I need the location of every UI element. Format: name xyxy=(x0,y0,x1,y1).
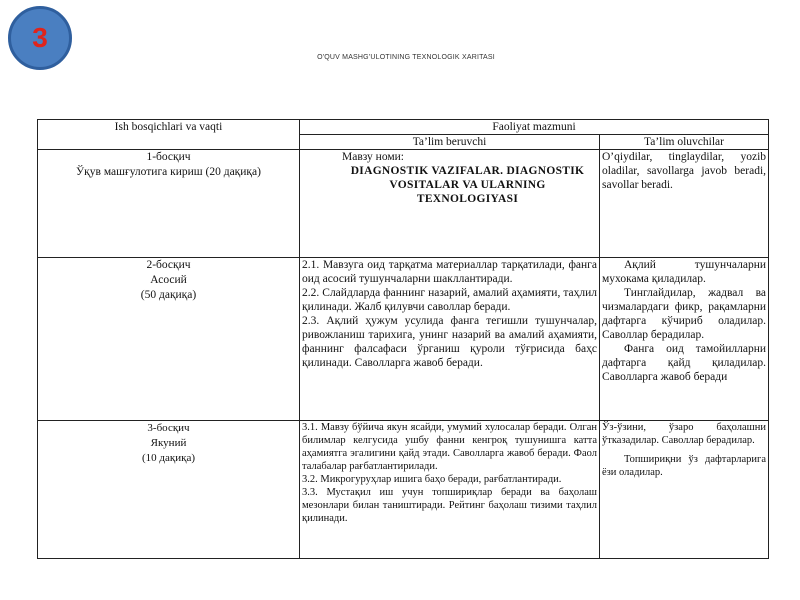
teacher-column-header: Ta’lim beruvchi xyxy=(300,135,600,150)
table-row xyxy=(38,150,769,258)
teacher-step: 3.3. Мустақил иш учун топшириқлар беради ва баҳолаш мезонлари билан таништиради. Рейтинг баҳолаш тизими таҳлил қилинади. xyxy=(302,487,597,524)
stage-name: Якуний xyxy=(150,437,187,449)
stage-cell xyxy=(38,150,300,258)
teacher-cell xyxy=(300,150,600,258)
student-activity: Ўз-ўзини, ўзаро баҳолашни ўтказадилар. Саволлар берадилар. xyxy=(602,422,767,446)
stage-number: 3-босқич xyxy=(147,422,190,434)
stage-cell xyxy=(38,421,300,559)
stage-name: Ўқув машғулотига кириш (20 дақиқа) xyxy=(76,166,261,178)
stage-column-header: Ish bosqichlari va vaqti xyxy=(38,120,300,150)
stage-name: Асосий xyxy=(150,274,187,286)
student-activity: Топшириқни ўз дафтарларига ёзи оладилар. xyxy=(602,454,767,478)
document-title: O'QUV MASHG'ULOTINING TEXNOLOGIK XARITASI xyxy=(317,54,495,61)
teacher-step: 3.1. Мавзу бўйича якун ясайди, умумий хулосалар беради. Олган билимлар келгусида ушбу фанни кенгроқ тушунишга катта аҳамиятга эгалигини қайд этади. Саволларга жавоб беради. Фаол талабалар рағбатлантирилади. xyxy=(302,422,597,472)
technology-map-table xyxy=(37,119,769,559)
topic-title: DIAGNOSTIK VAZIFALAR. DIAGNOSTIK VOSITALAR VA ULARNING TEXNOLOGIYASI xyxy=(350,165,585,205)
students-cell xyxy=(600,421,769,559)
stage-number: 2-босқич xyxy=(146,259,191,271)
teacher-step: 3.2. Микрогуруҳлар ишига баҳо беради, рағбатлантиради. xyxy=(302,474,562,485)
student-activity: Тинглайдилар, жадвал ва чизмалардаги фикр, рақамларни дафтарга кўчириб оладилар. Саволлар берадилар. xyxy=(602,287,767,341)
activity-group-header: Faoliyat mazmuni xyxy=(300,120,769,135)
students-column-header: Ta’lim oluvchilar xyxy=(600,135,769,150)
stage-cell xyxy=(38,258,300,421)
table-row xyxy=(38,421,769,559)
teacher-step: 2.1. Мавзуга оид тарқатма материаллар тарқатилади, фанга оид асосий тушунчаларни шакллантиради. xyxy=(302,259,597,285)
topic-label: Мавзу номи: xyxy=(342,151,404,163)
teacher-cell xyxy=(300,258,600,421)
teacher-cell xyxy=(300,421,600,559)
stage-number: 1-босқич xyxy=(146,151,191,163)
teacher-step: 2.3. Ақлий ҳужум усулида фанга тегишли тушунчалар, ривожланиш тарихига, унинг назарий ва амалий аҳамияти, фаннинг фалсафаси ўрганиш қуроли тўғрисида баҳс қилинади. Саволларга жавоб беради. xyxy=(302,315,597,369)
stage-time: (10 дақиқа) xyxy=(141,452,195,464)
stage-time: (50 дақиқа) xyxy=(140,289,197,301)
table-row xyxy=(38,258,769,421)
students-cell: O’qiydilar, tinglaydilar, yozib oladilar, savollarga javob beradi, savollar beradi. xyxy=(600,150,769,258)
student-activity: Фанга оид тамойилларни дафтарга қайд қиладилар. Саволларга жавоб беради xyxy=(602,343,767,383)
header-row xyxy=(38,120,769,135)
teacher-step: 2.2. Слайдларда фаннинг назарий, амалий аҳамияти, таҳлил қилинади. Жалб қилувчи саволлар беради. xyxy=(302,287,597,313)
slide-number: 3 xyxy=(32,22,48,53)
students-cell xyxy=(600,258,769,421)
student-activity: Ақлий тушунчаларни мухокама қиладилар. xyxy=(602,259,767,285)
